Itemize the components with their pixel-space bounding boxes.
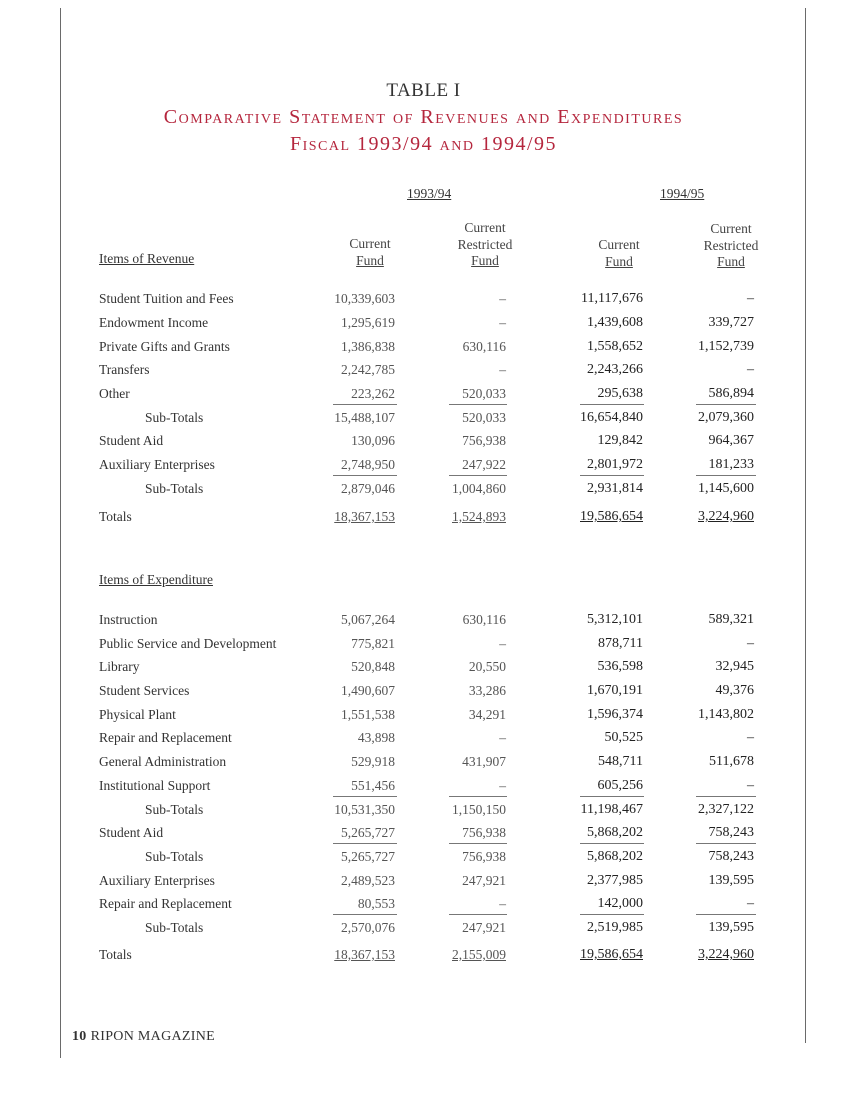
table-row: Auxiliary Enterprises 2,748,950 247,922 2,801,972 181,233 — [99, 457, 754, 472]
subtotal-rule — [333, 404, 397, 405]
subtotal-rule — [333, 914, 397, 915]
column-header-current-fund-1994: Current Fund — [598, 237, 640, 269]
subtotal-rule — [696, 404, 756, 405]
subtotal-rule — [449, 843, 507, 844]
table-number: TABLE I — [386, 80, 461, 101]
table-subtitle: Fiscal 1993/94 and 1994/95 — [289, 133, 557, 155]
table-row: Transfers 2,242,785 – 2,243,266 – — [99, 362, 754, 377]
table-row: Student Tuition and Fees 10,339,603 – 11,117,676 – — [99, 291, 754, 306]
subtotal-rule — [580, 914, 644, 915]
subtotal-rule — [580, 796, 644, 797]
items-of-expenditure-label: Items of Expenditure — [99, 572, 213, 587]
subtotal-rule — [696, 475, 756, 476]
subtotal-rule — [580, 404, 644, 405]
subtotal-rule — [696, 843, 756, 844]
table-row: Library 520,848 20,550 536,598 32,945 — [99, 659, 754, 674]
subtotal-rule — [333, 475, 397, 476]
subtotal-rule — [696, 914, 756, 915]
publication-name: RIPON MAGAZINE — [90, 1029, 215, 1044]
table-row: Sub-Totals 2,570,076 247,921 2,519,985 139,595 — [145, 920, 754, 935]
table-row: Endowment Income 1,295,619 – 1,439,608 339,727 — [99, 315, 754, 330]
page-number: 10 — [72, 1029, 87, 1044]
subtotal-rule — [333, 796, 397, 797]
subtotal-rule — [449, 404, 507, 405]
subtotal-rule — [449, 914, 507, 915]
table-title: Comparative Statement of Revenues and Expenditures — [163, 106, 684, 128]
table-row: Instruction 5,067,264 630,116 5,312,101 589,321 — [99, 612, 754, 627]
table-row: General Administration 529,918 431,907 548,711 511,678 — [99, 754, 754, 769]
table-row: Physical Plant 1,551,538 34,291 1,596,374 1,143,802 — [99, 707, 754, 722]
totals-row: Totals 18,367,153 1,524,893 19,586,654 3,224,960 — [99, 509, 754, 524]
totals-row: Totals 18,367,153 2,155,009 19,586,654 3,224,960 — [99, 947, 754, 962]
page-footer — [72, 1029, 215, 1045]
table-row: Sub-Totals 10,531,350 1,150,150 11,198,467 2,327,122 — [145, 802, 754, 817]
column-header-current-fund-1993: Current Fund — [349, 236, 391, 268]
table-row: Auxiliary Enterprises 2,489,523 247,921 2,377,985 139,595 — [99, 873, 754, 888]
table-row: Sub-Totals 2,879,046 1,004,860 2,931,814 1,145,600 — [145, 481, 754, 496]
table-row: Sub-Totals 15,488,107 520,033 16,654,840 2,079,360 — [145, 410, 754, 425]
table-row: Student Aid 5,265,727 756,938 5,868,202 758,243 — [99, 825, 754, 840]
year-header-1993-94: 1993/94 — [407, 186, 452, 201]
table-row: Sub-Totals 5,265,727 756,938 5,868,202 758,243 — [145, 849, 754, 864]
subtotal-rule — [449, 796, 507, 797]
year-header-1994-95: 1994/95 — [660, 186, 705, 201]
column-header-restricted-fund-1993: Current Restricted Fund — [457, 220, 513, 268]
subtotal-rule — [696, 796, 756, 797]
items-of-revenue-label: Items of Revenue — [99, 251, 195, 266]
table-row: Private Gifts and Grants 1,386,838 630,116 1,558,652 1,152,739 — [99, 339, 754, 354]
subtotal-rule — [580, 475, 644, 476]
column-header-restricted-fund-1994: Current Restricted Fund — [703, 221, 759, 269]
table-row: Institutional Support 551,456 – 605,256 – — [99, 778, 754, 793]
table-row: Student Aid 130,096 756,938 129,842 964,367 — [99, 433, 754, 448]
subtotal-rule — [449, 475, 507, 476]
table-row: Student Services 1,490,607 33,286 1,670,191 49,376 — [99, 683, 754, 698]
table-row: Other 223,262 520,033 295,638 586,894 — [99, 386, 754, 401]
subtotal-rule — [333, 843, 397, 844]
table-row: Public Service and Development 775,821 – 878,711 – — [99, 636, 754, 651]
table-row: Repair and Replacement 43,898 – 50,525 – — [99, 730, 754, 745]
table-row: Repair and Replacement 80,553 – 142,000 – — [99, 896, 754, 911]
subtotal-rule — [580, 843, 644, 844]
